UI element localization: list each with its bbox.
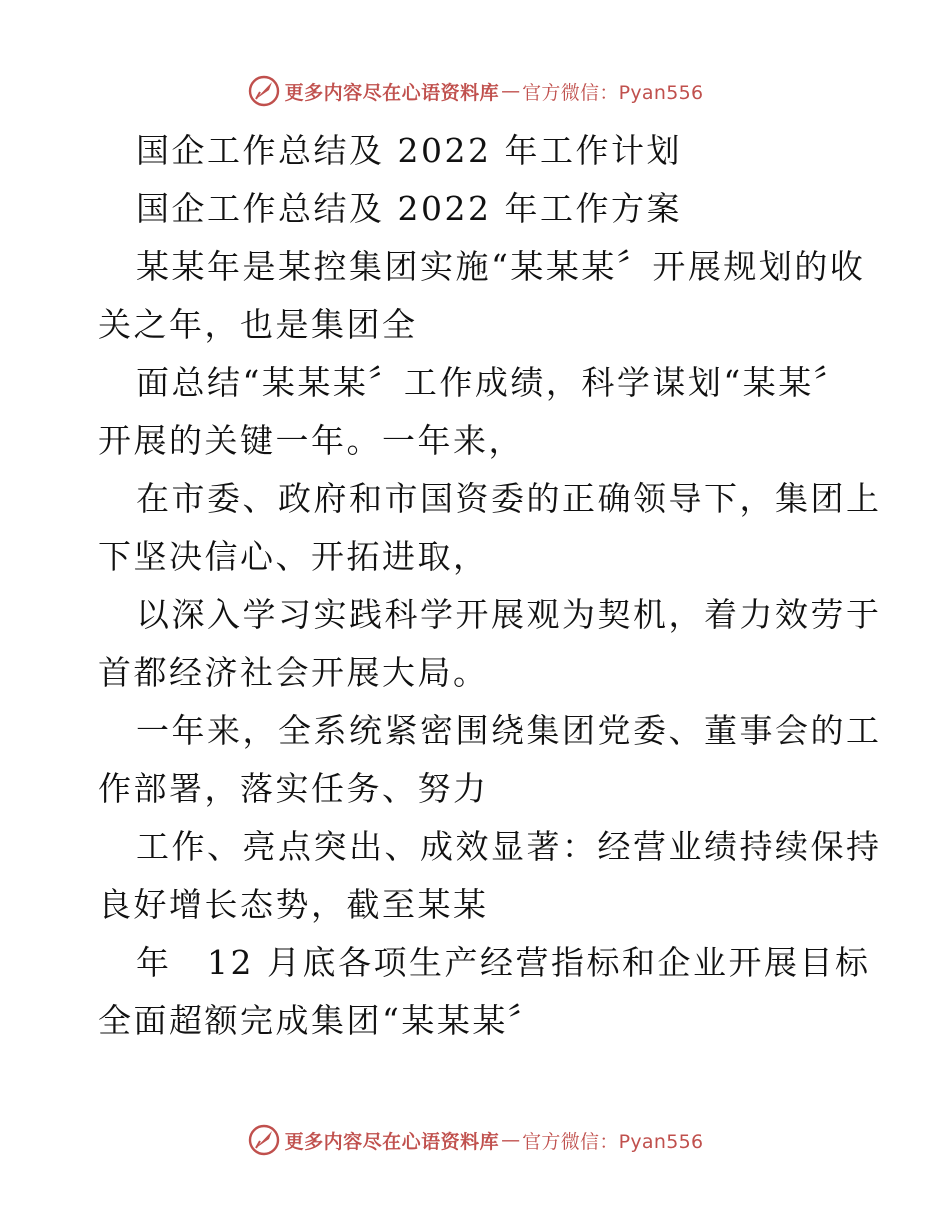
paragraph-line: 良好增长态势，截至某某 xyxy=(98,885,489,924)
watermark-separator: — xyxy=(501,1129,521,1151)
paragraph-line: 下坚决信心、开拓进取， xyxy=(98,537,489,576)
footer-watermark xyxy=(0,1120,950,1160)
quill-logo-icon xyxy=(247,1123,281,1157)
subtitle-line: 国企工作总结及 2022 年工作方案 xyxy=(136,189,682,228)
watermark-separator: — xyxy=(501,80,521,102)
quill-logo-icon xyxy=(247,74,281,108)
watermark-wechat: 官方微信：Pyan556 xyxy=(522,81,704,104)
paragraph-line: 作部署，落实任务、努力 xyxy=(98,769,489,808)
paragraph-line: 关之年，也是集团全 xyxy=(98,305,418,344)
paragraph-line: 首都经济社会开展大局。 xyxy=(98,653,489,692)
paragraph-line: 工作、亮点突出、成效显著：经营业绩持续保持 xyxy=(136,827,882,866)
paragraph-line: 年 12 月底各项生产经营指标和企业开展目标 xyxy=(136,943,871,982)
paragraph-line: 一年来，全系统紧密围绕集团党委、董事会的工 xyxy=(136,711,882,750)
header-watermark xyxy=(0,71,950,111)
title-line: 国企工作总结及 2022 年工作计划 xyxy=(136,131,682,170)
watermark-text: 更多内容尽在心语资料库 xyxy=(284,1130,500,1153)
watermark-text: 更多内容尽在心语资料库 xyxy=(284,81,500,104)
paragraph-line: 在市委、政府和市国资委的正确领导下，集团上 xyxy=(136,479,882,518)
watermark-wechat: 官方微信：Pyan556 xyxy=(522,1130,704,1153)
paragraph-line: 以深入学习实践科学开展观为契机，着力效劳于 xyxy=(136,595,882,634)
paragraph-line: 面总结“某某某〞工作成绩，科学谋划“某某〞 xyxy=(136,363,850,402)
paragraph-line: 某某年是某控集团实施“某某某〞开展规划的收 xyxy=(136,247,866,286)
paragraph-line: 开展的关键一年。一年来， xyxy=(98,421,524,460)
document-body xyxy=(98,122,882,1050)
paragraph-line: 全面超额完成集团“某某某〞 xyxy=(98,1001,544,1040)
